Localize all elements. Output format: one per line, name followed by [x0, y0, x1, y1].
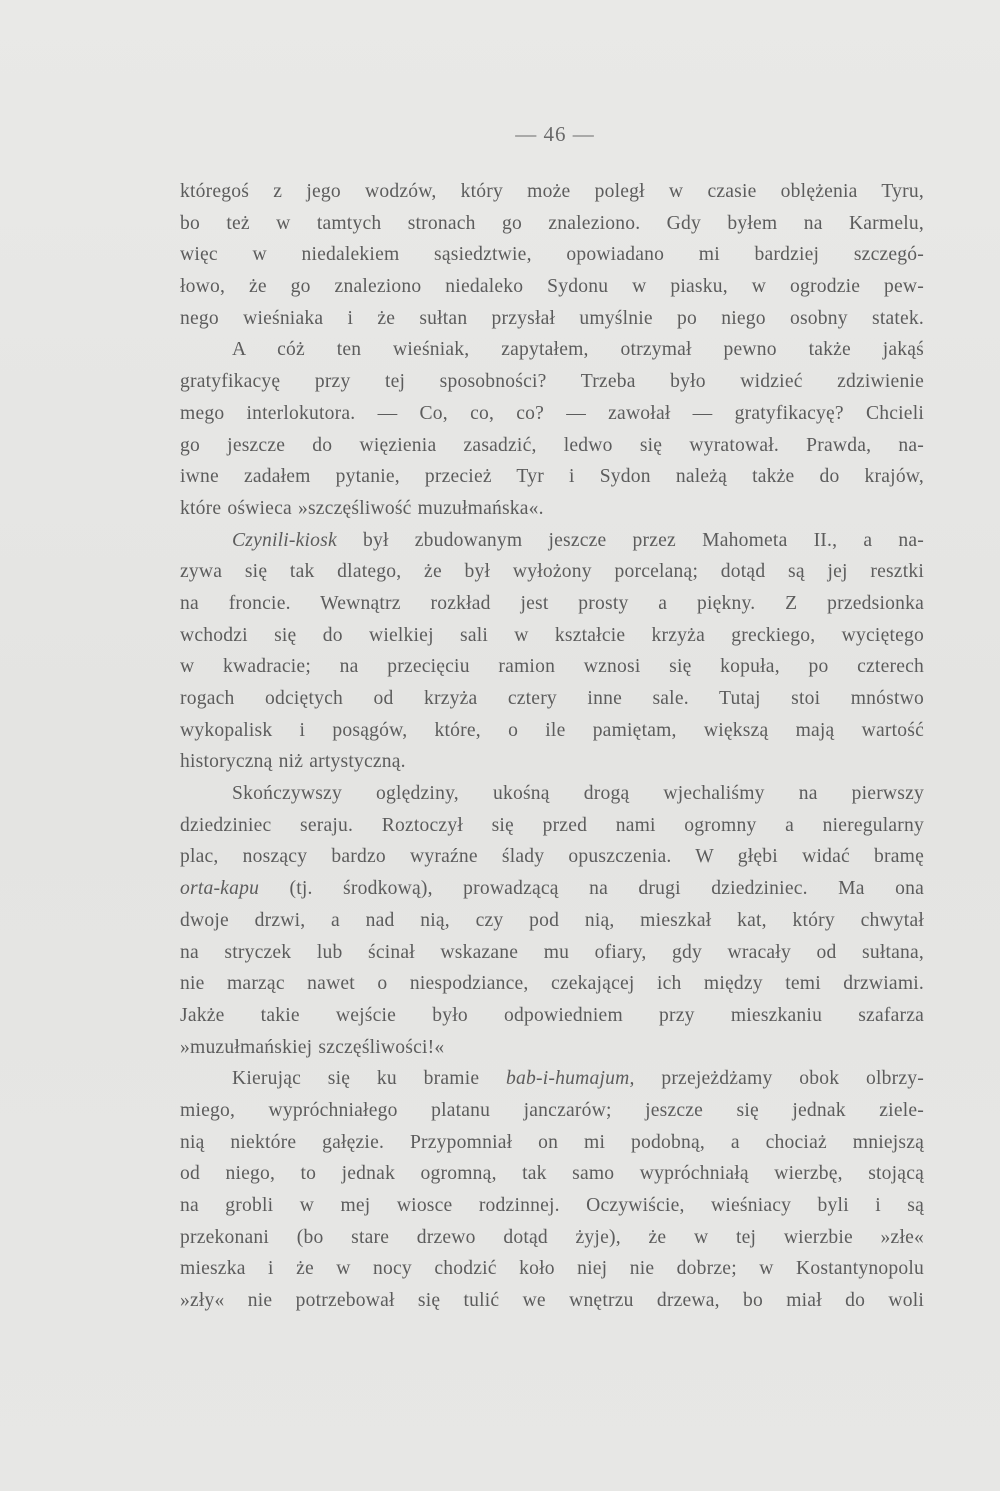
text-line: które oświeca »szczęśliwość muzułmańska«. [180, 497, 544, 519]
text-line: więc w niedalekiem sąsiedztwie, opowiadano mi bardziej szczegó- [180, 244, 924, 266]
text-line: bo też w tamtych stronach go znaleziono. Gdy byłem na Karmelu, [180, 212, 924, 234]
text-line: Jakże takie wejście było odpowiedniem przy mieszkaniu szafarza [180, 1004, 924, 1026]
text-line: na stryczek lub ścinał wskazane mu ofiary, gdy wracały od sułtana, [180, 941, 924, 963]
text-line: wykopalisk i posągów, które, o ile pamiętam, większą mają wartość [180, 719, 924, 741]
text-fragment: przejeżdżamy obok olbrzy- [661, 1068, 924, 1090]
italic-term: orta-kapu [180, 878, 260, 900]
text-line: »zły« nie potrzebował się tulić we wnętrzu drzewa, bo miał do woli [180, 1290, 924, 1312]
text-line: A cóż ten wieśniak, zapytałem, otrzymał pewno także jakąś [232, 339, 924, 361]
text-line: w kwadracie; na przecięciu ramion wznosi się kopuła, po czterech [180, 656, 924, 678]
text-line: nego wieśniaka i że sułtan przysłał umyślnie po niego osobny statek. [180, 307, 924, 329]
text-line: na froncie. Wewnątrz rozkład jest prosty a piękny. Z przedsionka [180, 592, 924, 614]
text-line: dziedziniec seraju. Roztoczył się przed nami ogromny a nieregularny [180, 814, 924, 836]
text-line: mieszka i że w nocy chodzić koło niej nie dobrze; w Kostantynopolu [180, 1258, 924, 1280]
text-line: historyczną niż artystyczną. [180, 751, 406, 773]
text-line: zywa się tak dlatego, że był wyłożony porcelaną; dotąd są jej resztki [180, 561, 924, 583]
text-line: na grobli w mej wiosce rodzinnej. Oczywiście, wieśniacy byli i są [180, 1195, 924, 1216]
text-line: iwne zadałem pytanie, przecież Tyr i Sydon należą także do krajów, [180, 466, 924, 488]
text-line: przekonani (bo stare drzewo dotąd żyje), że w tej wierzbie »złe« [180, 1226, 924, 1248]
text-line: od niego, to jednak ogromną, tak samo wypróchniałą wierzbę, stojącą [180, 1163, 924, 1185]
text-line: mego interlokutora. — Co, co, co? — zawołał — gratyfikacyę? Chcieli [180, 402, 924, 424]
text-line: któregoś z jego wodzów, który może poległ w czasie oblężenia Tyru, [180, 181, 924, 202]
text-line-with-italic [180, 525, 924, 557]
text-line: wchodzi się do wielkiej sali w kształcie krzyża greckiego, wyciętego [180, 624, 924, 646]
text-line-with-italic [180, 873, 924, 905]
italic-term: bab-i-humajum, [506, 1068, 635, 1090]
text-line: go jeszcze do więzienia zasadzić, ledwo się wyratował. Prawda, na- [180, 434, 924, 456]
italic-term: Czynili-kiosk [232, 529, 337, 551]
text-line: gratyfikacyę przy tej sposobności? Trzeba było widzieć zdziwienie [180, 371, 924, 393]
text-line: »muzułmańskiej szczęśliwości!« [180, 1036, 445, 1058]
text-line: rogach odciętych od krzyża cztery inne sale. Tutaj stoi mnóstwo [180, 688, 924, 709]
text-line: dwoje drzwi, a nad nią, czy pod nią, mieszkał kat, który chwytał [180, 909, 924, 931]
text-line: plac, noszący bardzo wyraźne ślady opuszczenia. W głębi widać bramę [180, 846, 924, 868]
text-fragment: (tj. środkową), prowadzącą na drugi dziedziniec. Ma ona [289, 878, 924, 900]
text-line: nią niektóre gałęzie. Przypomniał on mi podobną, a chociaż mniejszą [180, 1131, 924, 1153]
text-line: Skończywszy oględziny, ukośną drogą wjechaliśmy na pierwszy [232, 783, 924, 805]
text-fragment: Kierując się ku bramie [232, 1068, 480, 1090]
text-line: miego, wypróchniałego platanu janczarów; jeszcze się jednak ziele- [180, 1099, 924, 1121]
body-text [180, 176, 924, 1317]
page-number: — 46 — [515, 122, 595, 146]
text-line: łowo, że go znaleziono niedaleko Sydonu w piasku, w ogrodzie pew- [180, 276, 924, 298]
text-line: nie marząc nawet o niespodziance, czekającej ich między temi drzwiami. [180, 973, 924, 995]
text-fragment: był zbudowanym jeszcze przez Mahometa II., a na- [363, 529, 924, 551]
text-line-with-italic [180, 1063, 924, 1095]
